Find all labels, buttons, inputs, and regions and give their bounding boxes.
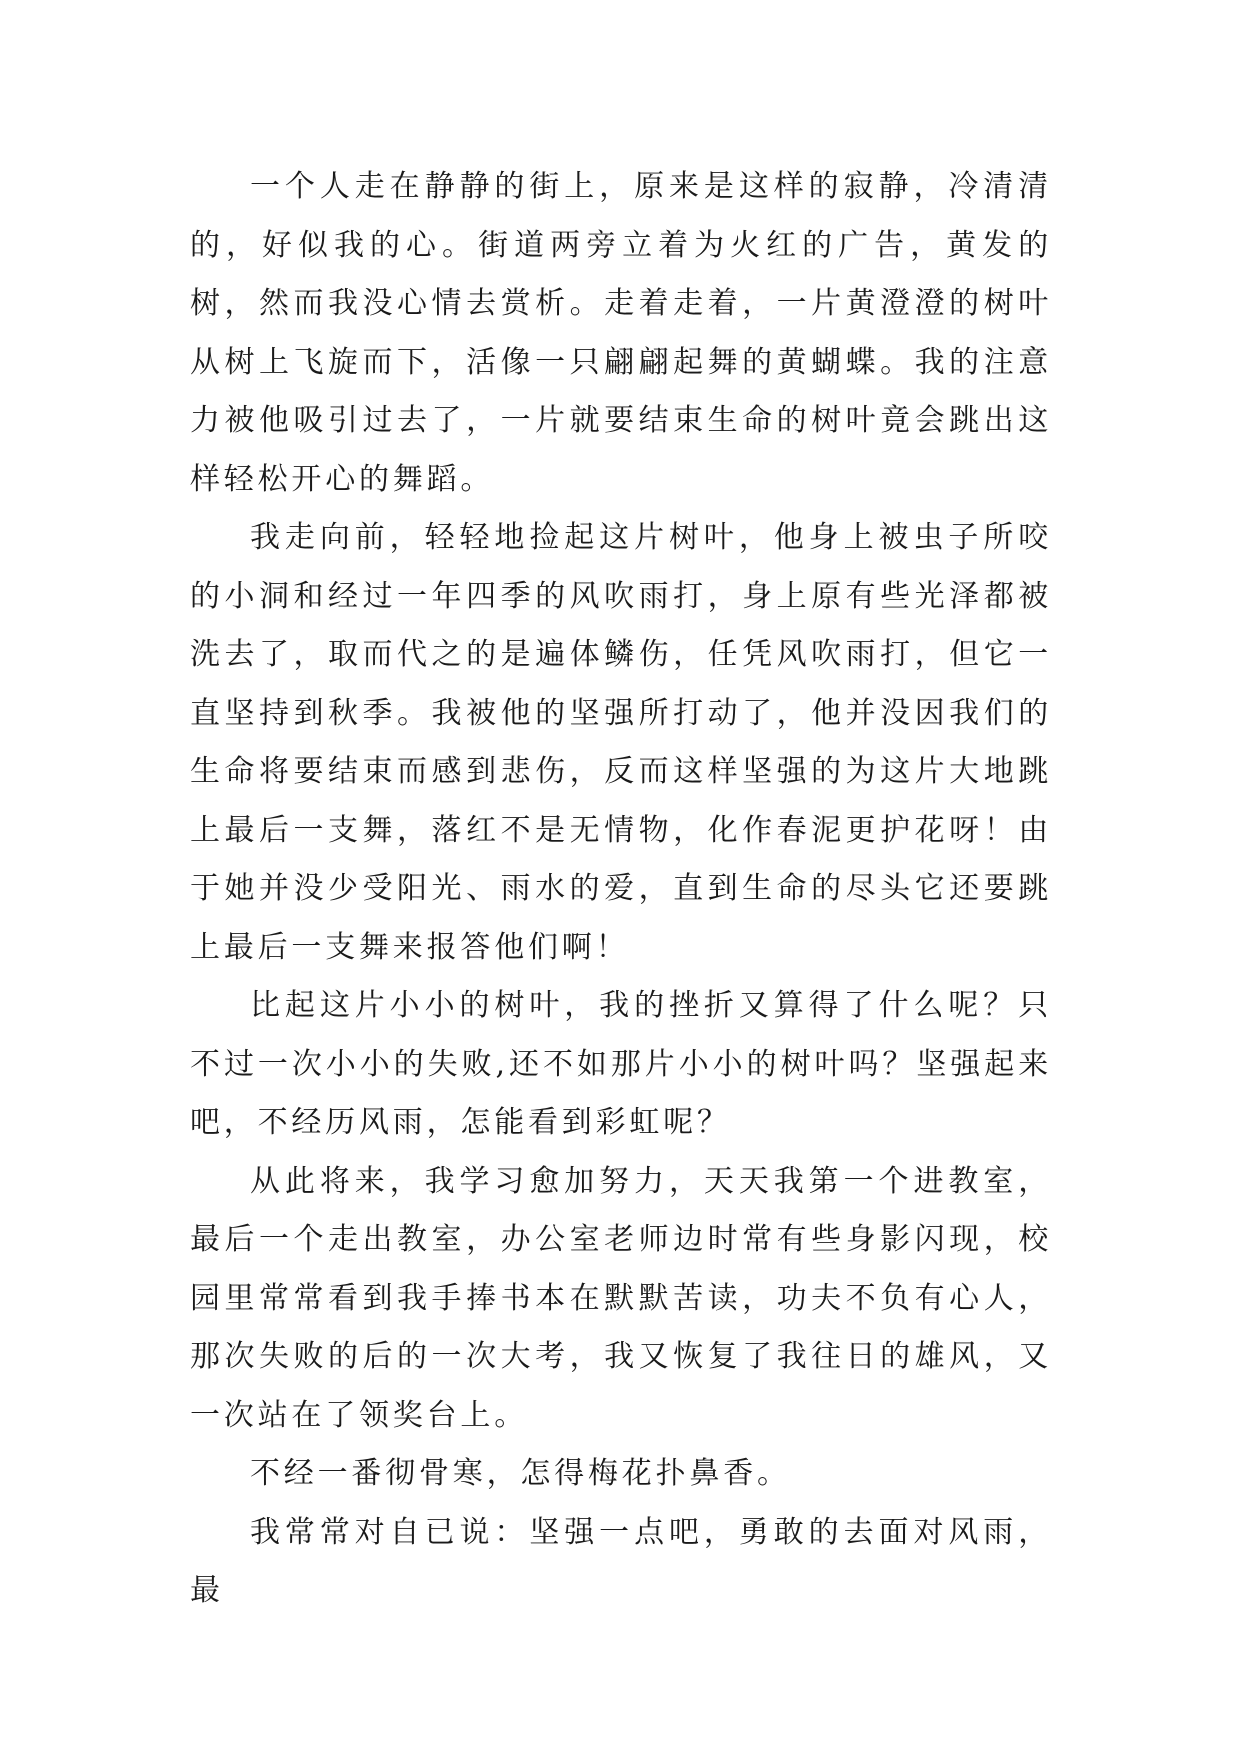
paragraph-falling-leaf: 一个人走在静静的街上，原来是这样的寂静，冷清清的，好似我的心。街道两旁立着为火红的广告，黄发的树，然而我没心情去赏析。走着走着，一片黄澄澄的树叶从树上飞旋而下，活像一只翩翩起舞的黄蝴蝶。我的注意力被他吸引过去了，一片就要结束生命的树叶竟会跳出这样轻松开心的舞蹈。	[190, 169, 1052, 497]
paragraph-setback-reflection: 比起这片小小的树叶，我的挫折又算得了什么呢？只不过一次小小的失败,还不如那片小小的树叶吗？坚强起来吧，不经历风雨，怎能看到彩虹呢？	[190, 988, 1052, 1140]
paragraph-self-encouragement: 我常常对自已说：坚强一点吧，勇敢的去面对风雨，最	[190, 1514, 1052, 1608]
paragraph-plum-blossom-proverb: 不经一番彻骨寒，怎得梅花扑鼻香。	[250, 1456, 791, 1491]
paragraph-picking-up-leaf: 我走向前，轻轻地捡起这片树叶，他身上被虫子所咬的小洞和经过一年四季的风吹雨打，身上原有些光泽都被洗去了，取而代之的是遍体鳞伤，任凭风吹雨打，但它一直坚持到秋季。我被他的坚强所打动了，他并没因我们的生命将要结束而感到悲伤，反而这样坚强的为这片大地跳上最后一支舞，落红不是无情物，化作春泥更护花呀！由于她并没少受阳光、雨水的爱，直到生命的尽头它还要跳上最后一支舞来报答他们啊！	[190, 520, 1052, 965]
essay-body	[190, 158, 1052, 1621]
paragraph-hard-work: 从此将来，我学习愈加努力，天天我第一个进教室，最后一个走出教室，办公室老师边时常有些身影闪现，校园里常常看到我手捧书本在默默苦读，功夫不负有心人，那次失败的后的一次大考，我又恢复了我往日的雄风，又一次站在了领奖台上。	[190, 1163, 1052, 1433]
